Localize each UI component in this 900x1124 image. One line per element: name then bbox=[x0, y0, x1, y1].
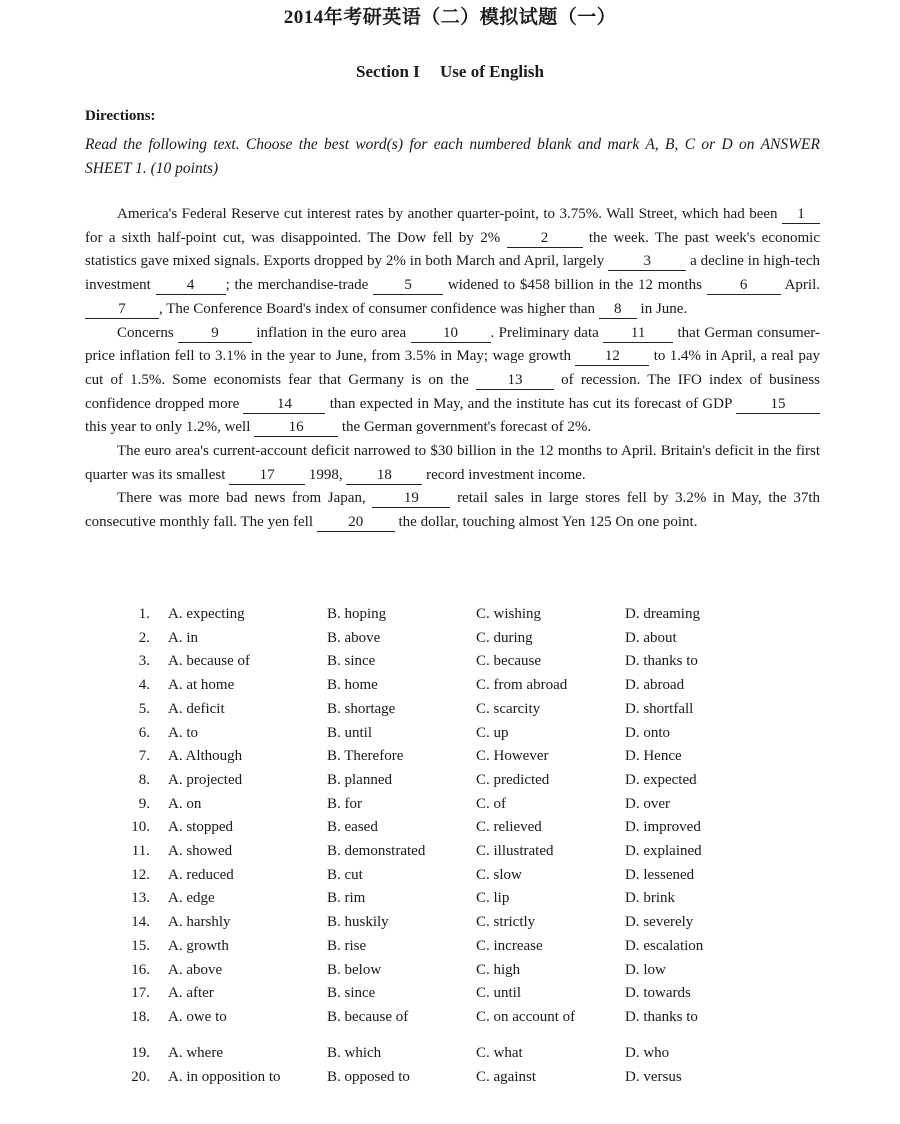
option-b: B. cut bbox=[327, 866, 363, 883]
passage-text: retail sales in large stores fell by 3.2% in May, the 37th consecutive monthly fall. The yen fell bbox=[85, 490, 820, 531]
option-a: A. in bbox=[168, 629, 198, 646]
question-number: 8. bbox=[138, 771, 150, 788]
option-d: D. abroad bbox=[625, 677, 685, 694]
option-d: D. thanks to bbox=[625, 1008, 698, 1025]
question-row bbox=[0, 938, 900, 960]
option-a: A. above bbox=[168, 961, 223, 978]
passage-paragraph bbox=[85, 487, 820, 534]
blank-3: 3 bbox=[608, 253, 686, 271]
option-a: A. to bbox=[168, 724, 198, 741]
passage-text: the German government's forecast of 2%. bbox=[338, 419, 592, 436]
option-d: D. about bbox=[625, 629, 677, 646]
option-d: D. improved bbox=[625, 819, 701, 836]
question-number: 4. bbox=[138, 677, 150, 694]
option-d: D. dreaming bbox=[625, 606, 700, 622]
passage-text: in June. bbox=[636, 300, 688, 317]
option-a: A. Although bbox=[168, 748, 243, 765]
passage-text: the week. The past week's economic statistics gave mixed signals. Exports dropped by 2% in both March and April, largely bbox=[85, 229, 820, 270]
blank-4: 4 bbox=[156, 277, 226, 295]
option-b: B. Therefore bbox=[327, 748, 404, 765]
question-row bbox=[0, 1045, 900, 1067]
option-b: B. until bbox=[327, 724, 373, 741]
option-a: A. because of bbox=[168, 653, 251, 670]
option-b: B. above bbox=[327, 629, 381, 646]
passage-text: of recession. The IFO index of business confidence dropped more bbox=[85, 371, 820, 412]
passage-text: April. bbox=[780, 277, 820, 294]
passage-text: to 1.4% in April, a real pay cut of 1.5%. Some economists fear that Germany is on the bbox=[85, 348, 820, 388]
passage-text: that German consumer-price inflation fell to 3.1% in the year to June, from 3.5% in May; wage growth bbox=[85, 324, 820, 365]
blank-15: 15 bbox=[736, 396, 820, 414]
question-row bbox=[0, 843, 900, 865]
passage-text: . Preliminary data bbox=[490, 324, 604, 341]
option-c: C. illustrated bbox=[476, 843, 554, 859]
question-number: 13. bbox=[131, 890, 150, 907]
question-row bbox=[0, 748, 900, 770]
option-b: B. demonstrated bbox=[327, 843, 426, 859]
option-a: A. reduced bbox=[168, 866, 234, 883]
passage-text: The euro area's current-account deficit narrowed to $30 billion in the 12 months to April. Britain's deficit in the first quarter was its smallest bbox=[85, 443, 820, 483]
option-c: C. scarcity bbox=[476, 700, 541, 717]
directions-label: Directions: bbox=[85, 108, 156, 124]
blank-7: 7 bbox=[85, 301, 159, 319]
option-d: D. towards bbox=[625, 985, 691, 1002]
option-a: A. edge bbox=[168, 890, 215, 907]
option-c: C. wishing bbox=[476, 606, 542, 622]
question-number: 10. bbox=[131, 819, 150, 836]
question-number: 5. bbox=[138, 700, 150, 717]
option-c: C. against bbox=[476, 1068, 536, 1085]
passage-text: widened to $458 billion in the 12 months bbox=[443, 277, 707, 294]
option-d: D. lessened bbox=[625, 866, 695, 883]
question-row bbox=[0, 653, 900, 675]
passage-text: 1998, bbox=[305, 466, 347, 483]
cloze-passage bbox=[85, 203, 820, 535]
option-b: B. rise bbox=[327, 937, 367, 954]
option-d: D. who bbox=[625, 1044, 670, 1061]
option-a: A. owe to bbox=[168, 1008, 227, 1025]
option-b: B. rim bbox=[327, 890, 366, 907]
option-b: B. since bbox=[327, 653, 376, 670]
option-b: B. because of bbox=[327, 1008, 409, 1025]
option-a: A. projected bbox=[168, 771, 243, 788]
question-row bbox=[0, 962, 900, 984]
option-d: D. escalation bbox=[625, 937, 704, 954]
section-name: Use of English bbox=[440, 62, 544, 81]
option-a: A. on bbox=[168, 795, 202, 812]
option-c: C. of bbox=[476, 795, 506, 812]
option-d: D. low bbox=[625, 961, 666, 978]
option-c: C. during bbox=[476, 629, 533, 646]
option-d: D. expected bbox=[625, 771, 697, 788]
blank-1: 1 bbox=[782, 206, 820, 224]
option-c: C. lip bbox=[476, 890, 510, 907]
passage-text: the dollar, touching almost Yen 125 On one point. bbox=[394, 514, 698, 531]
question-number: 1. bbox=[138, 606, 150, 622]
passage-text: , The Conference Board's index of consumer confidence was higher than bbox=[159, 300, 599, 317]
passage-text: There was more bad news from Japan, bbox=[117, 490, 373, 507]
option-b: B. eased bbox=[327, 819, 378, 836]
question-row bbox=[0, 1069, 900, 1091]
passage-text: America's Federal Reserve cut interest rates by another quarter-point, to 3.75%. Wall Street, which had been bbox=[117, 206, 782, 222]
option-c: C. high bbox=[476, 961, 521, 978]
question-number: 18. bbox=[131, 1008, 150, 1025]
option-a: A. showed bbox=[168, 843, 233, 859]
question-row bbox=[0, 1009, 900, 1031]
option-c: C. until bbox=[476, 985, 522, 1002]
blank-2: 2 bbox=[507, 230, 583, 248]
passage-text: ; the merchandise-trade bbox=[225, 277, 374, 294]
blank-11: 11 bbox=[603, 325, 673, 343]
option-b: B. for bbox=[327, 795, 362, 812]
question-number: 14. bbox=[131, 914, 150, 931]
passage-text: inflation in the euro area bbox=[252, 324, 411, 341]
option-b: B. planned bbox=[327, 771, 392, 788]
passage-paragraph bbox=[85, 440, 820, 487]
option-d: D. onto bbox=[625, 724, 670, 741]
option-b: B. home bbox=[327, 677, 378, 694]
question-number: 11. bbox=[131, 843, 150, 859]
question-row bbox=[0, 677, 900, 699]
option-b: B. shortage bbox=[327, 700, 396, 717]
blank-19: 19 bbox=[372, 490, 450, 508]
question-row bbox=[0, 701, 900, 723]
option-a: A. expecting bbox=[168, 606, 245, 622]
blank-6: 6 bbox=[707, 277, 781, 295]
section-label: Section I bbox=[356, 62, 420, 81]
question-row bbox=[0, 606, 900, 628]
option-b: B. huskily bbox=[327, 914, 389, 931]
option-a: A. after bbox=[168, 985, 214, 1002]
question-row bbox=[0, 796, 900, 818]
option-c: C. on account of bbox=[476, 1008, 576, 1025]
option-a: A. stopped bbox=[168, 819, 233, 836]
blank-17: 17 bbox=[229, 467, 305, 485]
option-b: B. opposed to bbox=[327, 1068, 410, 1085]
passage-text: record investment income. bbox=[422, 466, 586, 483]
option-a: A. growth bbox=[168, 937, 229, 954]
option-a: A. harshly bbox=[168, 914, 231, 931]
question-row bbox=[0, 772, 900, 794]
question-number: 15. bbox=[131, 937, 150, 954]
option-d: D. versus bbox=[625, 1068, 682, 1085]
passage-text: this year to only 1.2%, well bbox=[85, 419, 255, 436]
option-d: D. thanks to bbox=[625, 653, 698, 670]
blank-9: 9 bbox=[178, 325, 252, 343]
option-c: C. from abroad bbox=[476, 677, 568, 694]
question-number: 19. bbox=[131, 1044, 150, 1061]
passage-paragraph bbox=[85, 322, 820, 441]
option-c: C. However bbox=[476, 748, 549, 765]
option-c: C. predicted bbox=[476, 771, 550, 788]
question-row bbox=[0, 725, 900, 747]
question-row bbox=[0, 630, 900, 652]
passage-paragraph bbox=[85, 203, 820, 322]
question-number: 9. bbox=[138, 795, 150, 812]
option-b: B. hoping bbox=[327, 606, 387, 622]
question-number: 3. bbox=[138, 653, 150, 670]
question-number: 7. bbox=[138, 748, 150, 765]
option-d: D. explained bbox=[625, 843, 702, 859]
page-title: 2014年考研英语（二）模拟试题（一） bbox=[283, 7, 617, 28]
question-number: 17. bbox=[131, 985, 150, 1002]
question-row bbox=[0, 914, 900, 936]
question-row bbox=[0, 985, 900, 1007]
question-number: 2. bbox=[138, 629, 150, 646]
question-row bbox=[0, 819, 900, 841]
blank-8: 8 bbox=[599, 301, 637, 319]
option-c: C. up bbox=[476, 724, 509, 741]
option-d: D. Hence bbox=[625, 748, 682, 765]
option-d: D. brink bbox=[625, 890, 675, 907]
option-c: C. increase bbox=[476, 937, 543, 954]
option-c: C. relieved bbox=[476, 819, 542, 836]
question-number: 12. bbox=[131, 866, 150, 883]
option-d: D. shortfall bbox=[625, 700, 694, 717]
question-row bbox=[0, 890, 900, 912]
option-d: D. over bbox=[625, 795, 670, 812]
blank-18: 18 bbox=[346, 467, 422, 485]
option-a: A. where bbox=[168, 1044, 223, 1061]
option-c: C. strictly bbox=[476, 914, 536, 931]
option-c: C. slow bbox=[476, 866, 522, 883]
blank-10: 10 bbox=[411, 325, 491, 343]
directions-text: Read the following text. Choose the best word(s) for each numbered blank and mark A, B, C or D on ANSWER SHEET 1. (10 points) bbox=[85, 136, 820, 177]
option-b: B. below bbox=[327, 961, 382, 978]
question-number: 16. bbox=[131, 961, 150, 978]
option-a: A. deficit bbox=[168, 700, 225, 717]
section-heading bbox=[0, 62, 900, 82]
option-a: A. in opposition to bbox=[168, 1068, 281, 1085]
option-c: C. what bbox=[476, 1044, 523, 1061]
passage-text: a decline in high-tech investment bbox=[85, 253, 821, 294]
option-c: C. because bbox=[476, 653, 541, 670]
blank-12: 12 bbox=[575, 348, 649, 366]
option-a: A. at home bbox=[168, 677, 235, 694]
option-b: B. which bbox=[327, 1044, 382, 1061]
question-number: 6. bbox=[138, 724, 150, 741]
blank-5: 5 bbox=[373, 277, 443, 295]
passage-text: for a sixth half-point cut, was disappointed. The Dow fell by 2% bbox=[85, 229, 507, 246]
blank-13: 13 bbox=[476, 372, 554, 390]
question-number: 20. bbox=[131, 1068, 150, 1085]
question-row bbox=[0, 867, 900, 889]
blank-14: 14 bbox=[243, 396, 325, 414]
blank-20: 20 bbox=[317, 514, 395, 532]
passage-text: Concerns bbox=[117, 324, 179, 341]
passage-text: than expected in May, and the institute has cut its forecast of GDP bbox=[325, 395, 736, 412]
blank-16: 16 bbox=[254, 419, 338, 437]
option-d: D. severely bbox=[625, 914, 694, 931]
option-b: B. since bbox=[327, 985, 376, 1002]
